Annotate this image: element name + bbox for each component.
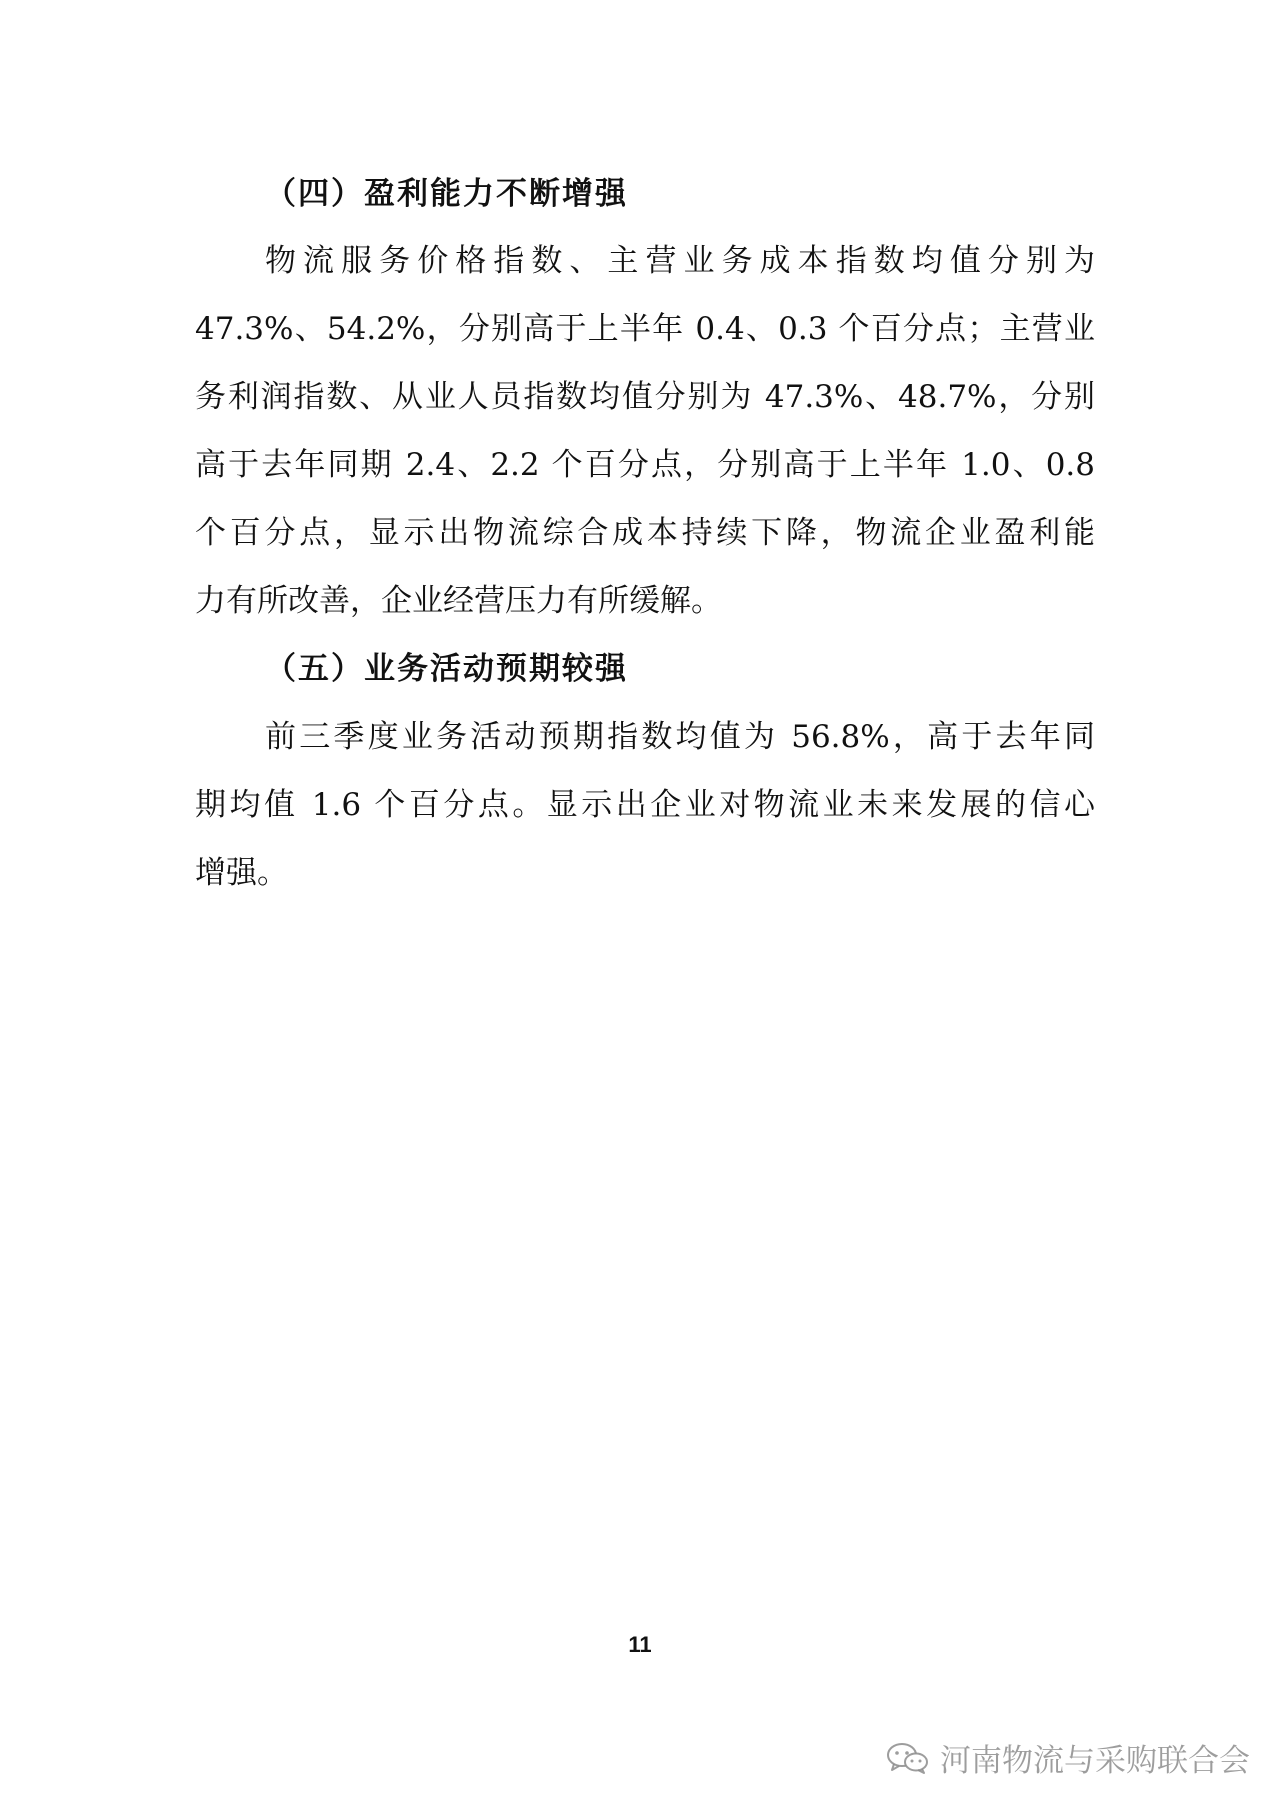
section-heading-profitability: （四）盈利能力不断增强 xyxy=(265,176,628,212)
watermark xyxy=(886,1735,1250,1780)
paragraph-line: 高于去年同期 2.4、2.2 个百分点，分别高于上半年 1.0、0.8 xyxy=(195,447,1095,483)
paragraph-line: 个百分点，显示出物流综合成本持续下降，物流企业盈利能 xyxy=(195,515,1095,551)
watermark-text: 河南物流与采购联合会 xyxy=(940,1743,1250,1779)
paragraph-line: 务利润指数、从业人员指数均值分别为 47.3%、48.7%，分别 xyxy=(195,379,1095,415)
paragraph-line: 期均值 1.6 个百分点。显示出企业对物流业未来发展的信心 xyxy=(195,787,1095,823)
paragraph-line: 物流服务价格指数、主营业务成本指数均值分别为 xyxy=(265,243,1095,279)
paragraph-line: 47.3%、54.2%，分别高于上半年 0.4、0.3 个百分点；主营业 xyxy=(195,311,1096,347)
section-heading-expectations: （五）业务活动预期较强 xyxy=(265,651,628,687)
paragraph-line: 前三季度业务活动预期指数均值为 56.8%，高于去年同 xyxy=(265,719,1095,755)
wechat-icon xyxy=(886,1741,930,1775)
page-number: 11 xyxy=(628,1632,652,1657)
paragraph-line: 力有所改善，企业经营压力有所缓解。 xyxy=(195,583,722,619)
paragraph-line: 增强。 xyxy=(195,855,288,891)
